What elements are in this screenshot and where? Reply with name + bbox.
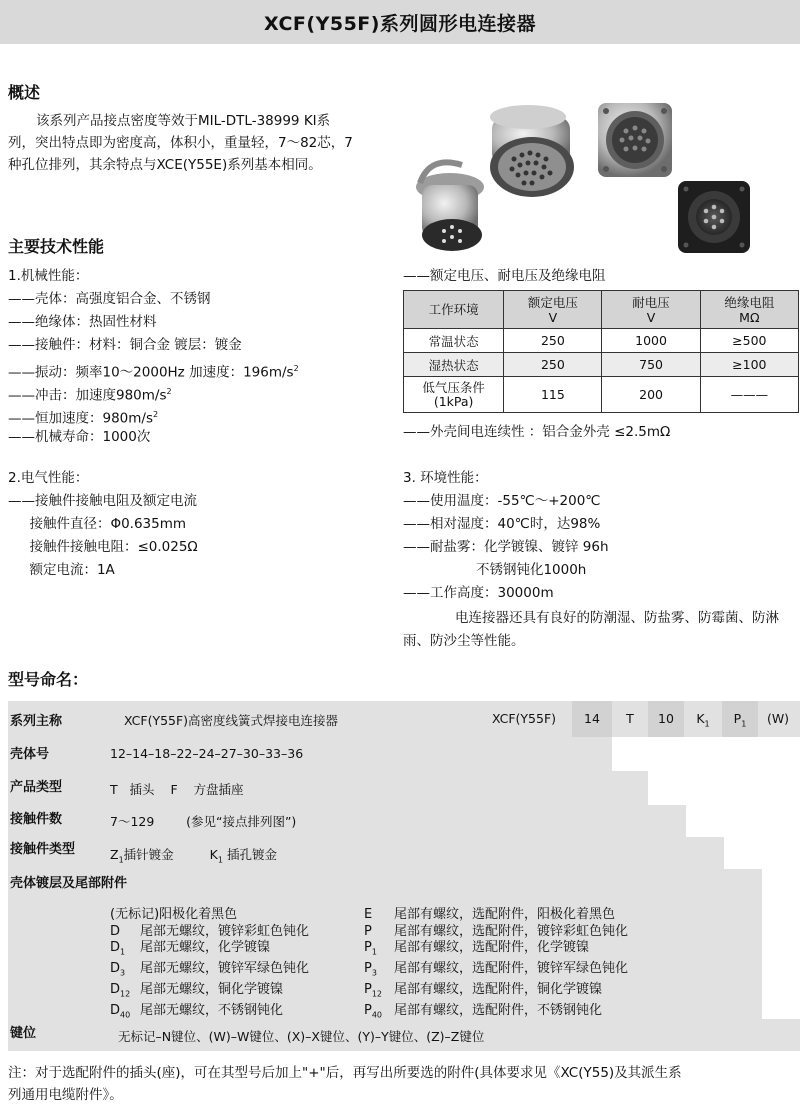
table-row (404, 377, 799, 413)
plating-right-text: 尾部有螺纹，选配附件，镀锌军绿色钝化 (394, 961, 629, 977)
environmental-line-5: ——工作高度：30000m (403, 585, 554, 601)
code-shell: 14 (584, 711, 600, 726)
accel-sup: 2 (153, 410, 159, 419)
cell: 750 (602, 353, 700, 377)
main-spec-heading: 主要技术性能 (8, 237, 105, 256)
code-type: T (626, 711, 634, 726)
code-series: XCF(Y55F) (491, 711, 557, 726)
plating-right-item (364, 940, 628, 961)
vibration-sup: 2 (293, 364, 299, 373)
shock-text: ——冲击：加速度980m/s (8, 387, 167, 404)
square-flange-socket (598, 103, 672, 177)
environmental-line-4: 不锈钢钝化1000h (403, 562, 587, 578)
mechanical-vibration (8, 357, 299, 380)
small-plug-connector (416, 162, 484, 251)
environmental-paragraph: 电连接器还具有良好的防潮湿、防盐雾、防霉菌、防淋雨、防沙尘等性能。 (403, 610, 779, 649)
electrical-title: 2.电气性能： (8, 470, 89, 486)
plating-left-code: $D_1$ (110, 940, 126, 957)
plating-right-text: 尾部有螺纹，选配附件，不锈钢钝化 (394, 1003, 603, 1019)
plating-left-item (110, 961, 309, 982)
mechanical-shock (8, 380, 299, 403)
cell: ≥500 (700, 329, 798, 353)
cell: 250 (504, 353, 602, 377)
overview-heading: 概述 (8, 83, 41, 102)
plating-right-code: P (364, 923, 372, 939)
cell: 250 (504, 329, 602, 353)
cell: 湿热状态 (404, 353, 504, 377)
shock-sup: 2 (166, 387, 172, 396)
round-plug-connector (490, 105, 574, 197)
footnote-line-2: 列通用电缆附件》。 (8, 1087, 123, 1103)
plating-left-code: $D_{40}$ (110, 1003, 131, 1020)
cell: ≥100 (700, 353, 798, 377)
plating-left-code: D (110, 923, 121, 939)
cell: 115 (504, 377, 602, 413)
product-label: 产品类型 (10, 780, 63, 795)
plating-right-text: 尾部有螺纹，选配附件，铜化学镀镍 (394, 982, 603, 998)
environmental-line-1: ——使用温度：-55℃～+200℃ (403, 493, 601, 509)
mechanical-line-3: ——接触件：材料：铜合金 镀层：镀金 (8, 337, 242, 353)
plating-left-item (110, 924, 309, 941)
product-values: T 插头 F 方盘插座 (110, 782, 244, 797)
plating-right-item (364, 1003, 628, 1024)
contact-type-label: 接触件类型 (10, 842, 76, 857)
black-square-socket (678, 181, 750, 253)
plating-right-text: 尾部有螺纹，选配附件，阳极化着黑色 (394, 907, 616, 922)
plating-right-text: 尾部有螺纹，选配附件，镀锌彩虹色钝化 (394, 923, 629, 939)
electrical-line-2: 接触件直径：Φ0.635mm (8, 516, 187, 532)
plating-left-text: 尾部无螺纹，铜化学镀镍 (140, 982, 284, 998)
header-withstand-voltage: 耐电压 V (602, 291, 700, 329)
plating-left-item (110, 940, 309, 961)
cell: 1000 (602, 329, 700, 353)
plating-right-code: $P_{12}$ (364, 982, 383, 999)
series-label: 系列主称 (10, 714, 63, 729)
cell: ——— (700, 377, 798, 413)
plating-right-code: $P_3$ (364, 961, 377, 978)
environmental-section (403, 467, 609, 605)
shell-continuity: ——外壳间电连续性 ：铝合金外壳 ≤2.5mΩ (403, 424, 671, 440)
plating-right-list (364, 907, 628, 1024)
electrical-line-1: ——接触件接触电阻及额定电流 (8, 493, 197, 509)
table-row (404, 353, 799, 377)
contacts-values: 7～129 (参见“接点排列图”) (110, 814, 297, 829)
contact-type-values: $Z_1$插针镀金 $K_1$ 插孔镀金 (110, 847, 277, 865)
plating-right-item (364, 982, 628, 1003)
plating-label: 壳体镀层及尾部附件 (10, 876, 128, 891)
mechanical-line-1: ——壳体：高强度铝合金、不锈钢 (8, 291, 211, 307)
key-label: 键位 (10, 1026, 37, 1041)
cell: 200 (602, 377, 700, 413)
model-naming-heading: 型号命名： (8, 670, 89, 689)
plating-left-list (110, 907, 309, 1024)
mechanical-life: ——机械寿命：1000次 (8, 429, 151, 445)
environmental-line-3: ——耐盐雾：化学镀镍、镀锌 96h (403, 539, 609, 555)
plating-left-item (110, 907, 309, 924)
mechanical-section (8, 265, 299, 449)
plating-right-item (364, 907, 628, 924)
cell: 常温状态 (404, 329, 504, 353)
mechanical-title: 1.机械性能： (8, 268, 89, 284)
plating-left-item (110, 1003, 309, 1024)
environmental-line-2: ——相对湿度：40℃时，达98% (403, 516, 601, 532)
shell-label: 壳体号 (10, 747, 50, 762)
band-product (8, 771, 648, 805)
series-desc: XCF(Y55F)高密度线簧式焊接电连接器 (124, 713, 339, 728)
plating-right-item (364, 924, 628, 941)
plating-right-text: 尾部有螺纹，选配附件，化学镀镍 (394, 940, 590, 955)
code-plating: $P_1$ (733, 711, 747, 729)
code-contact-type: $K_1$ (696, 711, 710, 729)
plating-right-code: E (364, 907, 373, 922)
voltage-table (403, 290, 799, 413)
connector-illustration (400, 95, 800, 263)
page-title-bar (0, 0, 800, 44)
plating-left-text: 尾部无螺纹，镀锌彩虹色钝化 (140, 923, 310, 939)
environmental-title: 3. 环境性能： (403, 470, 488, 486)
plating-left-text: 尾部无螺纹，化学镀镍 (140, 940, 271, 955)
plating-right-code: $P_{40}$ (364, 1003, 383, 1020)
plating-left-code: $D_3$ (110, 961, 126, 978)
key-values: 无标记–N键位、(W)–W键位、(X)–X键位、(Y)–Y键位、(Z)–Z键位 (118, 1029, 485, 1044)
connector-product-photo (400, 95, 800, 263)
mechanical-accel (8, 403, 299, 426)
vibration-text: ——振动：频率10～2000Hz 加速度：196m/s (8, 364, 294, 381)
footnote (8, 1062, 682, 1106)
band-shell (8, 737, 612, 771)
plating-left-code: $D_{12}$ (110, 982, 131, 999)
header-environment: 工作环境 (404, 291, 504, 329)
mechanical-line-2: ——绝缘体：热固性材料 (8, 314, 157, 330)
plating-left-text: 尾部无螺纹，镀锌军绿色钝化 (140, 961, 310, 977)
accel-text: ——恒加速度：980m/s (8, 410, 153, 427)
plating-right-code: $P_1$ (364, 940, 377, 957)
voltage-table-header (404, 291, 799, 329)
footnote-line-1: 注：对于选配附件的插头(座)，可在其型号后加上"+"后，再写出所要选的附件(具体要求见《XC(Y55)及其派生系 (8, 1065, 682, 1081)
plating-left-item (110, 982, 309, 1003)
plating-left-text: 尾部无螺纹，不锈钢钝化 (140, 1003, 284, 1019)
table-row (404, 329, 799, 353)
page-title: XCF(Y55F)系列圆形电连接器 (264, 12, 536, 35)
voltage-table-caption: ——额定电压、耐电压及绝缘电阻 (403, 268, 606, 284)
electrical-section (8, 467, 198, 582)
code-key: (W) (766, 711, 790, 726)
header-insulation-resistance: 绝缘电阻 MΩ (700, 291, 798, 329)
header-rated-voltage: 额定电压 V (504, 291, 602, 329)
contacts-label: 接触件数 (10, 812, 63, 827)
code-contacts: 10 (658, 711, 674, 726)
shell-values: 12–14–18–22–24–27–30–33–36 (110, 746, 304, 761)
electrical-line-4: 额定电流：1A (8, 562, 115, 578)
electrical-line-3: 接触件接触电阻：≤0.025Ω (8, 539, 198, 555)
plating-left-text: (无标记)阳极化着黑色 (110, 907, 238, 922)
cell: 低气压条件 (1kPa) (404, 377, 504, 413)
plating-right-item (364, 961, 628, 982)
overview-paragraph: 该系列产品接点密度等效于MIL-DTL-38999 KI系列，突出特点即为密度高，体积小，重量轻，7～82芯，7种孔位排列，其余特点与XCE(Y55E)系列基本相同。 (8, 113, 353, 173)
